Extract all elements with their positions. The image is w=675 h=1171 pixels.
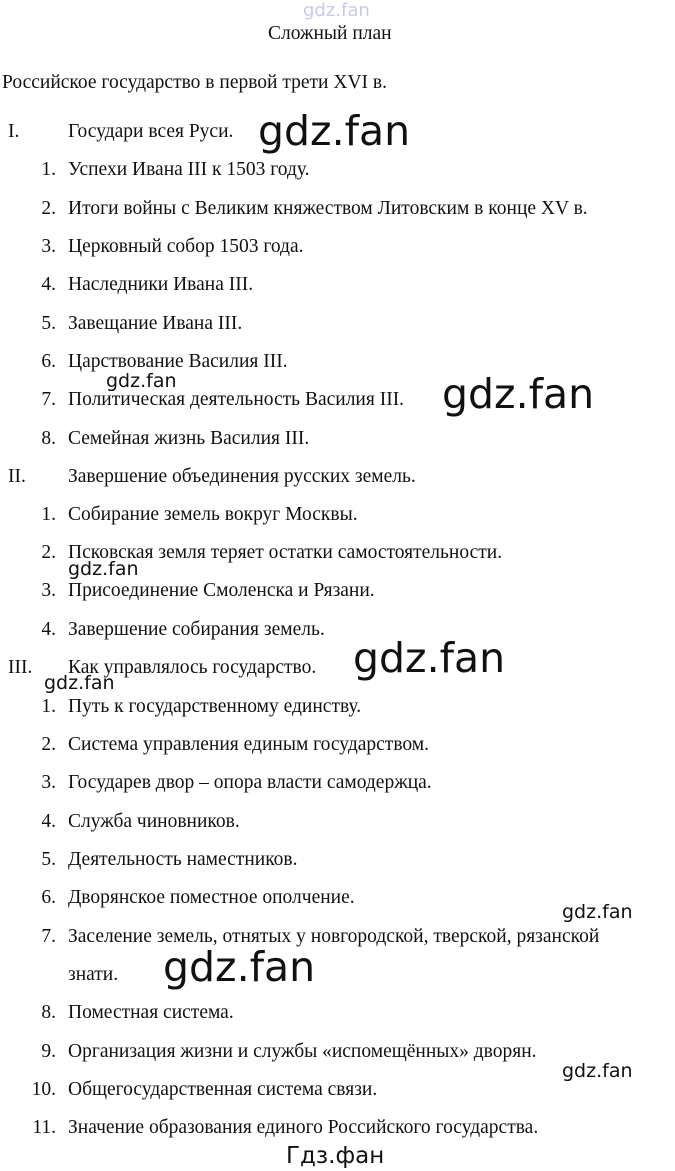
watermark: gdz.fan (353, 634, 506, 682)
list-item: Поместная система. (68, 1002, 234, 1023)
list-item: Заселение земель, отнятых у новгородской, тверской, рязанской (68, 926, 600, 947)
item-number: 8. (41, 1002, 56, 1023)
list-item: Наследники Ивана III. (68, 274, 254, 295)
item-number: 7. (41, 926, 56, 947)
section-heading: Государи всея Руси. (68, 121, 234, 142)
item-number: 4. (41, 619, 56, 640)
watermark-bottom: Гдз.фан (286, 1143, 385, 1169)
item-number: 2. (41, 198, 56, 219)
list-item: Итоги войны с Великим княжеством Литовским в конце XV в. (68, 198, 588, 219)
list-item: Государев двор – опора власти самодержца. (68, 772, 432, 793)
item-number: 1. (41, 504, 56, 525)
list-item: Успехи Ивана III к 1503 году. (68, 159, 310, 180)
watermark: gdz.fan (163, 943, 316, 991)
document-subtitle: Российское государство в первой трети XVI в. (2, 72, 387, 93)
item-number: 10. (31, 1079, 56, 1100)
list-item: Присоединение Смоленска и Рязани. (68, 580, 375, 601)
watermark: gdz.fan (562, 1060, 633, 1082)
section-numeral: III. (8, 657, 33, 678)
item-number: 4. (41, 274, 56, 295)
watermark: gdz.fan (442, 370, 595, 418)
item-number: 4. (41, 811, 56, 832)
item-number: 3. (41, 772, 56, 793)
list-item: Семейная жизнь Василия III. (68, 428, 310, 449)
item-number: 2. (41, 542, 56, 563)
item-number: 8. (41, 428, 56, 449)
item-number: 9. (41, 1041, 56, 1062)
watermark: gdz.fan (562, 901, 633, 923)
watermark-top: gdz.fan (303, 0, 370, 21)
list-item: Значение образования единого Российского государства. (68, 1117, 539, 1138)
watermark: gdz.fan (258, 107, 411, 155)
section-heading: Завершение объединения русских земель. (68, 466, 416, 487)
section-numeral: II. (8, 466, 26, 487)
list-item: Общегосударственная система связи. (68, 1079, 378, 1100)
item-number: 7. (41, 389, 56, 410)
watermark: gdz.fan (44, 672, 115, 694)
list-item: Политическая деятельность Василия III. (68, 389, 405, 410)
list-item: Завершение собирания земель. (68, 619, 325, 640)
item-number: 1. (41, 696, 56, 717)
item-number: 2. (41, 734, 56, 755)
list-item: Собирание земель вокруг Москвы. (68, 504, 358, 525)
watermark: gdz.fan (68, 558, 139, 580)
section-numeral: I. (8, 121, 20, 142)
item-number: 6. (41, 887, 56, 908)
item-number: 1. (41, 159, 56, 180)
item-number: 11. (32, 1117, 56, 1138)
list-item: Система управления единым государством. (68, 734, 429, 755)
section-heading: Как управлялось государство. (68, 657, 317, 678)
list-item: Организация жизни и службы «испомещённых» дворян. (68, 1041, 537, 1062)
list-item: Церковный собор 1503 года. (68, 236, 304, 257)
list-item-continuation: знати. (68, 964, 119, 985)
list-item: Служба чиновников. (68, 811, 240, 832)
page-title: Сложный план (268, 23, 392, 44)
list-item: Завещание Ивана III. (68, 313, 243, 334)
list-item: Псковская земля теряет остатки самостоятельности. (68, 542, 503, 563)
item-number: 3. (41, 236, 56, 257)
list-item: Царствование Василия III. (68, 351, 288, 372)
item-number: 3. (41, 580, 56, 601)
item-number: 5. (41, 849, 56, 870)
item-number: 5. (41, 313, 56, 334)
list-item: Дворянское поместное ополчение. (68, 887, 355, 908)
watermark: gdz.fan (106, 370, 177, 392)
list-item: Путь к государственному единству. (68, 696, 362, 717)
list-item: Деятельность наместников. (68, 849, 298, 870)
item-number: 6. (41, 351, 56, 372)
